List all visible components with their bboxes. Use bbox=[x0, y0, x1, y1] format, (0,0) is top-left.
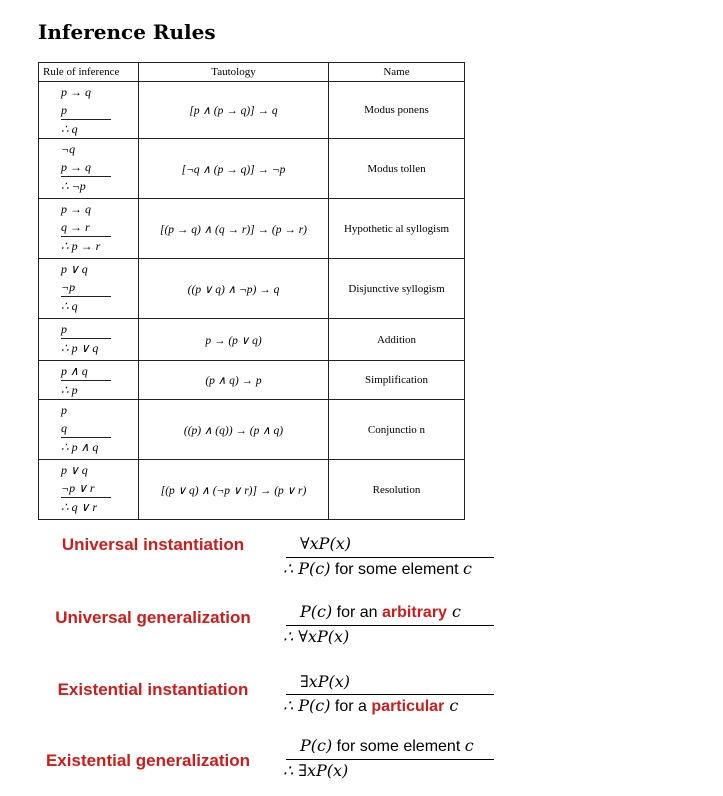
conclusion: ∴ p bbox=[61, 383, 78, 397]
table-row bbox=[39, 319, 465, 361]
conclusion-text: for a bbox=[330, 698, 372, 715]
inference-line bbox=[286, 557, 494, 558]
tautology-cell: [p ∧ (p → q)] → q bbox=[139, 82, 329, 139]
rule-premise bbox=[300, 602, 461, 622]
table-row bbox=[39, 400, 465, 460]
premise: p ∧ q bbox=[61, 362, 111, 381]
conclusion-formula: ∴ ∃xP(x) bbox=[283, 761, 349, 780]
rule-conclusion bbox=[283, 627, 349, 646]
tautology-cell: ((p ∨ q) ∧ ¬p) → q bbox=[139, 259, 329, 319]
table-row bbox=[39, 139, 465, 199]
rule-of-inference-cell bbox=[39, 139, 139, 199]
conclusion-formula: ∴ P(c) bbox=[283, 696, 331, 715]
rule-conclusion bbox=[283, 696, 458, 716]
table-row bbox=[39, 259, 465, 319]
premise-formula: ∀xP(x) bbox=[300, 534, 351, 553]
premise-text: for an bbox=[332, 604, 383, 621]
premise: p ∨ q bbox=[61, 463, 88, 477]
rule-of-inference-cell bbox=[39, 82, 139, 139]
rule-premise bbox=[300, 672, 350, 691]
quantifier-rule-universal-instantiation bbox=[0, 532, 723, 592]
premise: p bbox=[61, 403, 67, 417]
tautology-cell: [(p → q) ∧ (q → r)] → (p → r) bbox=[139, 199, 329, 259]
quantifier-rule-existential-instantiation bbox=[0, 672, 723, 732]
conclusion: ∴ q bbox=[61, 122, 78, 136]
rule-of-inference-cell bbox=[39, 400, 139, 460]
rule-of-inference-cell bbox=[39, 259, 139, 319]
conclusion-text: for some element bbox=[330, 561, 463, 578]
conclusion-formula: ∴ P(c) bbox=[283, 559, 331, 578]
premise: ¬p ∨ r bbox=[61, 479, 111, 498]
rule-name: Existential generalization bbox=[45, 751, 251, 770]
tautology-cell: (p ∧ q) → p bbox=[139, 361, 329, 400]
inference-rules-table bbox=[38, 62, 465, 520]
rule-name-cell: Simplification bbox=[329, 361, 465, 400]
header-tautology: Tautology bbox=[139, 63, 329, 82]
rule-lines bbox=[39, 319, 138, 357]
table-row bbox=[39, 199, 465, 259]
conclusion: ∴ p ∧ q bbox=[61, 440, 99, 454]
premise-highlight: arbitrary bbox=[382, 604, 447, 621]
conclusion-variable: c bbox=[444, 696, 459, 715]
rule-lines bbox=[39, 460, 138, 516]
header-rule-of-inference: Rule of inference bbox=[39, 63, 139, 82]
quantifier-rule-universal-generalization bbox=[0, 600, 723, 660]
premise: p bbox=[61, 320, 111, 339]
premise: ¬p bbox=[61, 278, 111, 297]
rule-lines bbox=[39, 361, 138, 399]
rule-of-inference-cell bbox=[39, 460, 139, 520]
table-body bbox=[39, 82, 465, 520]
conclusion-formula: ∴ ∀xP(x) bbox=[283, 627, 350, 646]
premise-text: for some element bbox=[332, 738, 465, 755]
tautology-cell: p → (p ∨ q) bbox=[139, 319, 329, 361]
header-name: Name bbox=[329, 63, 465, 82]
rule-premise bbox=[300, 534, 351, 553]
premise-formula: P(c) bbox=[300, 602, 333, 621]
table-row bbox=[39, 460, 465, 520]
tautology-cell: [(p ∨ q) ∧ (¬p ∨ r)] → (p ∨ r) bbox=[139, 460, 329, 520]
rule-conclusion bbox=[283, 761, 348, 780]
inference-line bbox=[286, 625, 494, 626]
rule-name-cell: Disjunctive syllogism bbox=[329, 259, 465, 319]
rule-name: Universal generalization bbox=[55, 608, 251, 627]
rule-name: Existential instantiation bbox=[57, 680, 249, 699]
rule-lines bbox=[39, 139, 138, 195]
premise: q → r bbox=[61, 218, 111, 237]
rule-name-cell: Addition bbox=[329, 319, 465, 361]
table-row bbox=[39, 82, 465, 139]
tautology-cell: [¬q ∧ (p → q)] → ¬p bbox=[139, 139, 329, 199]
rule-name-cell: Resolution bbox=[329, 460, 465, 520]
conclusion-highlight: particular bbox=[371, 698, 445, 715]
inference-line bbox=[286, 694, 494, 695]
rule-lines bbox=[39, 259, 138, 315]
rule-name: Universal instantiation bbox=[61, 535, 245, 554]
premise: q bbox=[61, 419, 111, 438]
rule-of-inference-cell bbox=[39, 319, 139, 361]
conclusion: ∴ p → r bbox=[61, 239, 101, 253]
table-row bbox=[39, 361, 465, 400]
conclusion: ∴ p ∨ q bbox=[61, 341, 99, 355]
rule-lines bbox=[39, 82, 138, 138]
premise-formula: ∃xP(x) bbox=[300, 672, 350, 691]
rule-name-cell: Hypothetic al syllogism bbox=[329, 199, 465, 259]
conclusion-variable: c bbox=[462, 559, 472, 578]
premise: p ∨ q bbox=[61, 262, 88, 276]
rule-of-inference-cell bbox=[39, 199, 139, 259]
rule-name-cell: Conjunctio n bbox=[329, 400, 465, 460]
quantifier-rule-existential-generalization bbox=[0, 736, 723, 796]
premise: ¬q bbox=[61, 142, 76, 156]
rule-premise bbox=[300, 736, 474, 756]
rule-lines bbox=[39, 400, 138, 456]
premise-variable: c bbox=[446, 602, 461, 621]
conclusion: ∴ q bbox=[61, 299, 78, 313]
rule-name-cell: Modus tollen bbox=[329, 139, 465, 199]
conclusion: ∴ q ∨ r bbox=[61, 500, 98, 514]
premise-variable: c bbox=[464, 736, 474, 755]
rule-conclusion bbox=[283, 559, 472, 579]
premise: p bbox=[61, 101, 111, 120]
conclusion: ∴ ¬p bbox=[61, 179, 86, 193]
premise: p → q bbox=[61, 158, 111, 177]
premise: p → q bbox=[61, 85, 91, 99]
rule-of-inference-cell bbox=[39, 361, 139, 400]
tautology-cell: ((p) ∧ (q)) → (p ∧ q) bbox=[139, 400, 329, 460]
table-header-row bbox=[39, 63, 465, 82]
rule-lines bbox=[39, 199, 138, 255]
rule-name-cell: Modus ponens bbox=[329, 82, 465, 139]
page-title: Inference Rules bbox=[38, 20, 216, 44]
premise: p → q bbox=[61, 202, 91, 216]
premise-formula: P(c) bbox=[300, 736, 333, 755]
inference-line bbox=[286, 759, 494, 760]
